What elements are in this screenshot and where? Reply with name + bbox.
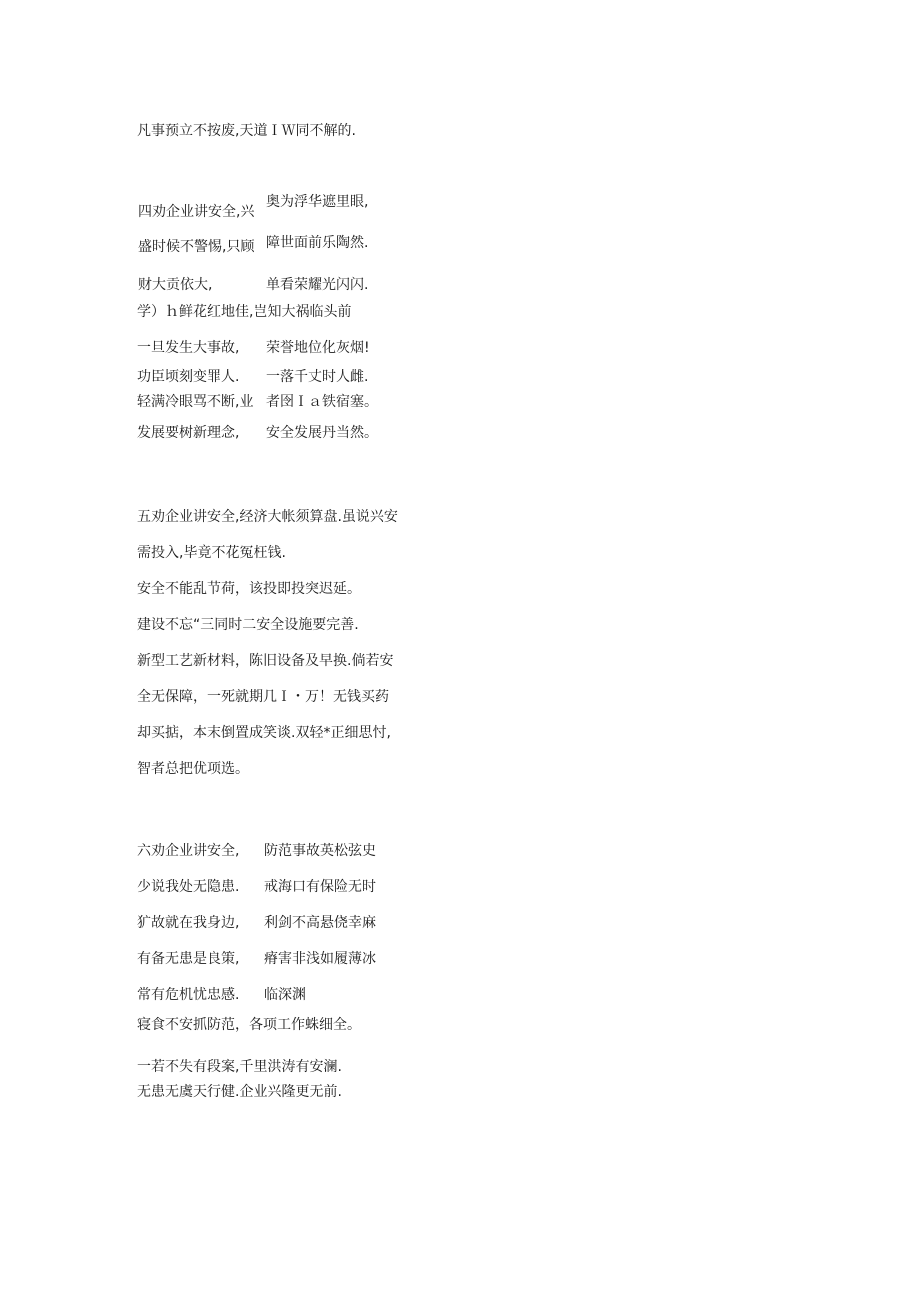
paragraph-line: 需投入,毕竟不花冤枉钱. [137,545,286,561]
verse-line-left: 犷故就在我身边, [137,915,240,931]
paragraph-line: 智者总把优项选。 [137,761,249,777]
closing-line: 无患无虞天行健.企业兴隆更无前. [137,1084,342,1100]
closing-line: 一若不失有段案,千里洪涛有安澜. [137,1059,342,1075]
verse-line-left: 盛时候不警惕,只顾 [138,239,255,255]
paragraph-line: 全无保障，一死就期几Ｉ・万！无钱买药 [137,689,389,705]
verse-line-right: 一落千丈时人雌. [266,369,369,385]
verse-line-left: 有备无患是良策, [137,951,240,967]
verse-line-left: 功臣顷刻变罪人. [137,369,240,385]
verse-line-right: 者囹Ｉａ铁宿塞。 [266,394,378,410]
verse-line-right: 瘠害非浅如履薄冰 [264,951,376,967]
paragraph-line: 安全不能乱节荷，该投即投突迟延。 [137,581,361,597]
verse-line-left: 轻满冷眼骂不断,业 [137,394,254,410]
verse-line-left: 四劝企业讲安全,兴 [138,204,255,220]
verse-line-right: 荣誉地位化灰烟! [266,340,370,356]
verse-line-right: 安全发展丹当然。 [266,425,378,441]
verse-line-left: 财大贡依大, [138,277,213,293]
verse-line: 学）ｈ鲜花红地佳,岂知大祸临头前 [137,304,352,320]
paragraph-line: 却买掂，本末倒置成笑谈.双轻*正细思忖, [137,725,391,741]
verse-line-left: 少说我处无隐患. [137,879,240,895]
verse-line-right: 戒海口有保险无时 [264,879,376,895]
verse-line-right: 临深渊 [264,987,306,1003]
verse-line-left: 一旦发生大事故, [137,340,240,356]
paragraph-line: 建设不忘“三同时二安全设施要完善. [137,617,359,633]
verse-line: 寝食不安抓防范，各项工作蛛细全。 [137,1017,361,1033]
verse-line-left: 六劝企业讲安全, [137,843,240,859]
verse-line-right: 障世面前乐陶然. [266,235,369,251]
paragraph-line: 新型工艺新材料，陈旧设备及早换.倘若安 [137,653,394,669]
verse-line-right: 利剑不高悬侥幸麻 [264,915,376,931]
verse-line-right: 防范事故英松弦史 [264,843,376,859]
verse-line-right: 单看荣耀光闪闪. [266,277,369,293]
paragraph-line: 五劝企业讲安全,经济大帐须算盘.虽说兴安 [137,509,398,525]
verse-line-left: 发展要树新理念, [137,425,240,441]
intro-line: 凡事预立不按废,天道ＩＷ同不解的. [137,123,356,139]
verse-line-right: 奥为浮华遮里眼, [266,194,369,210]
verse-line-left: 常有危机忧忠感. [137,987,240,1003]
